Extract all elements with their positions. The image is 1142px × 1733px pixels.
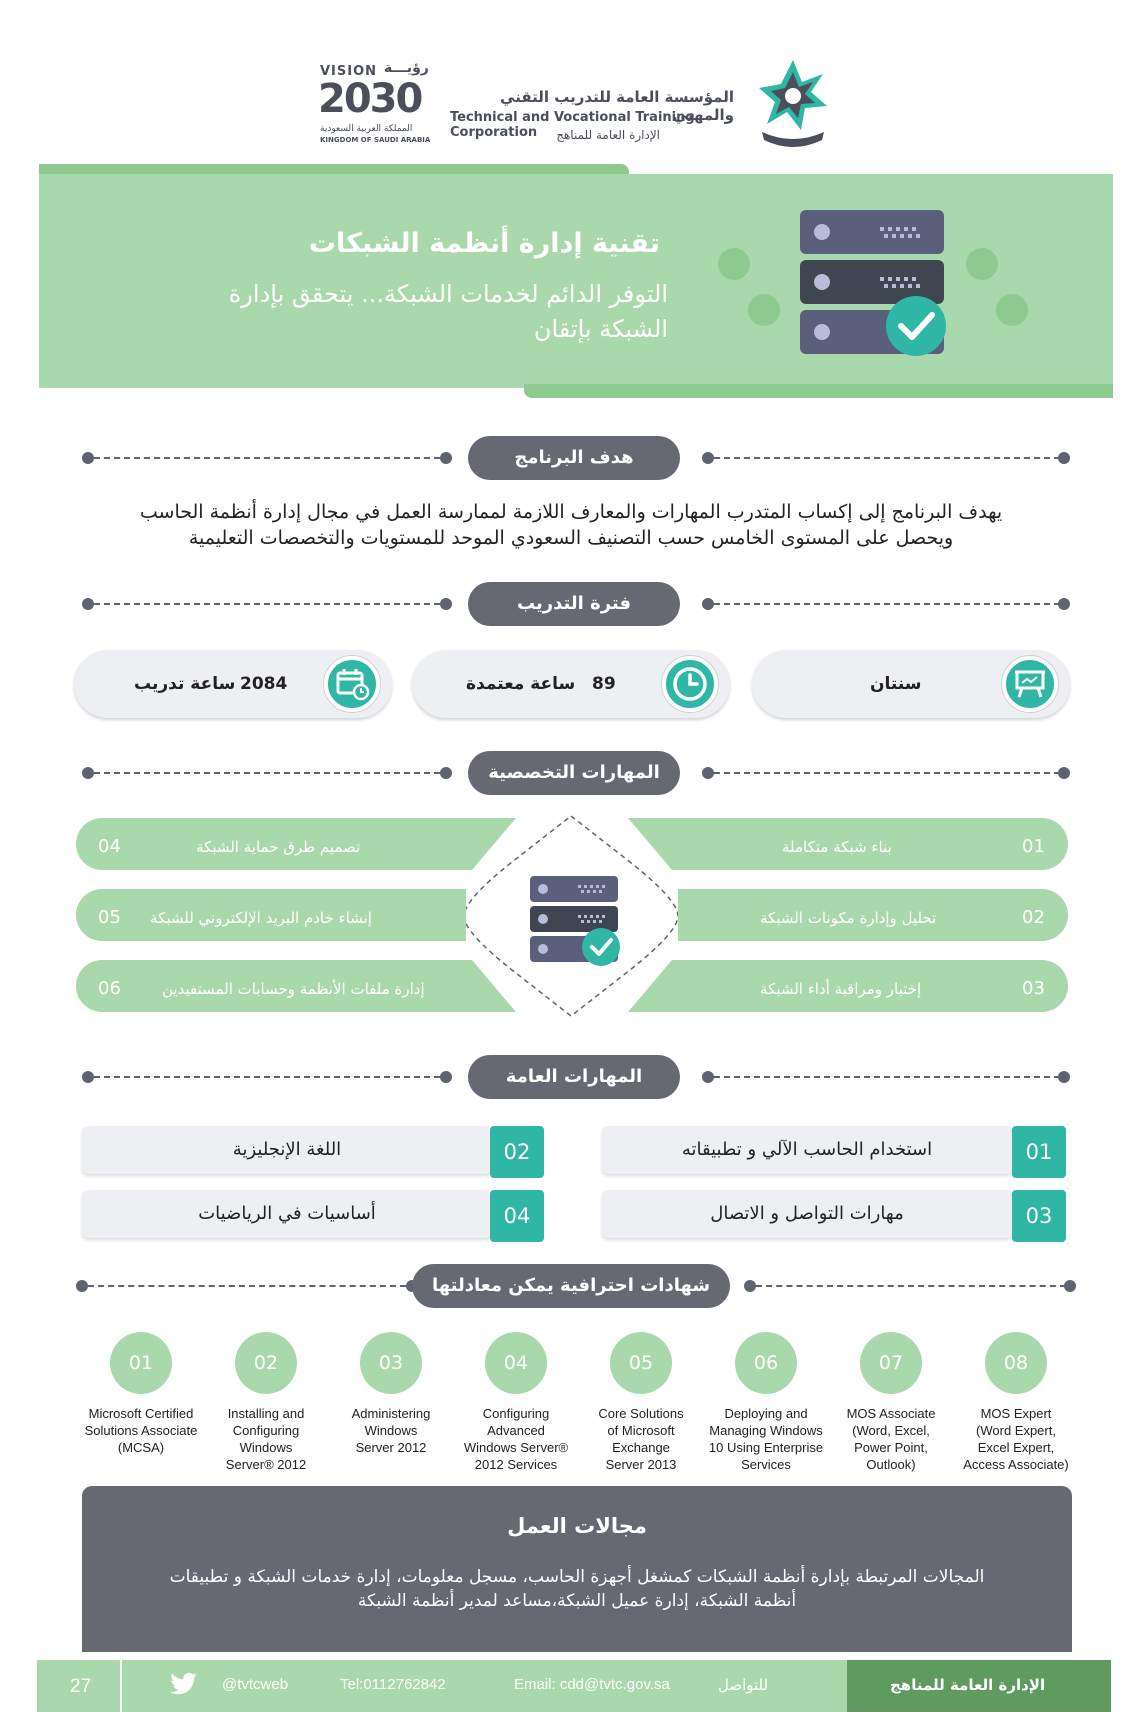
- certificate-name: [451, 1405, 581, 1473]
- divider-line: [756, 1285, 1066, 1287]
- section-label-general: المهارات العامة: [468, 1055, 680, 1099]
- work-field-text-1: المجالات المرتبطة بإدارة أنظمة الشبكات كمشغل أجهزة الحاسب، مسجل معلومات، إدارة خدمات الشبكة و تطبيقات: [169, 1567, 985, 1587]
- banner-subtitle-1: التوفر الدائم لخدمات الشبكة... يتحقق بإدارة: [228, 280, 668, 308]
- certificate-name-line: Access Associate): [963, 1457, 1069, 1472]
- general-skill-text: استخدام الحاسب الآلي و تطبيقاته: [681, 1139, 933, 1160]
- certificate-number: 03: [360, 1332, 422, 1394]
- skill-text: تحليل وإدارة مكونات الشبكة: [760, 909, 937, 927]
- general-skill: [82, 1126, 492, 1174]
- banner-bottom-tab: [524, 384, 1113, 398]
- certificate-name-line: 2012 Services: [474, 1457, 558, 1472]
- certificate-name-line: Excel Expert,: [977, 1440, 1055, 1455]
- certificate-name-line: Advanced: [487, 1423, 545, 1438]
- skill-text: تصميم طرق حماية الشبكة: [196, 838, 361, 856]
- divider-line: [714, 603, 1060, 605]
- divider-dot: [702, 1071, 714, 1083]
- divider-dot: [1058, 598, 1070, 610]
- skill-number: 06: [98, 978, 121, 999]
- certificate-number: 07: [860, 1332, 922, 1394]
- banner-dot: [718, 248, 750, 280]
- certificate-name-line: Core Solutions: [598, 1406, 684, 1421]
- divider-dot: [702, 598, 714, 610]
- skill-number: 04: [98, 836, 121, 857]
- certificate-number: 08: [985, 1332, 1047, 1394]
- server-icon: [798, 208, 948, 362]
- presentation-board-icon: [1002, 656, 1058, 712]
- certificate-number: 01: [110, 1332, 172, 1394]
- calendar-icon: [324, 656, 380, 712]
- section-label-period: فترة التدريب: [468, 582, 680, 626]
- phone-number[interactable]: Tel:0112762842: [340, 1676, 446, 1693]
- vision-label-ar: رؤيـــة: [384, 60, 429, 76]
- period-credit-number: 89: [592, 674, 616, 694]
- certificate-name-line: Solutions Associate: [84, 1423, 198, 1438]
- certificate-name-line: Deploying and: [724, 1406, 808, 1421]
- divider-dot: [744, 1280, 756, 1292]
- certificate-name-line: 10 Using Enterprise: [708, 1440, 824, 1455]
- tvtc-name-en: Technical and Vocational Training Corporation: [450, 110, 695, 140]
- divider-line: [88, 1285, 406, 1287]
- general-skill-text: اللغة الإنجليزية: [232, 1139, 342, 1160]
- divider-dot: [440, 452, 452, 464]
- period-card-hours: [74, 650, 392, 718]
- banner-dot: [996, 294, 1028, 326]
- divider-line: [94, 772, 440, 774]
- general-skill-text: أساسيات في الرياضيات: [198, 1203, 376, 1224]
- general-skill-number: 03: [1012, 1190, 1066, 1242]
- skill-text: إدارة ملفات الأنظمة وحسابات المستفيدين: [162, 980, 425, 998]
- vision-year: 2030: [318, 76, 422, 122]
- certificate-number: 02: [235, 1332, 297, 1394]
- divider-line: [94, 1076, 440, 1078]
- general-skill-number: 02: [490, 1126, 544, 1178]
- divider-dot: [82, 1071, 94, 1083]
- contact-label: للتواصل: [718, 1676, 769, 1694]
- email-address[interactable]: Email: cdd@tvtc.gov.sa: [514, 1676, 670, 1693]
- divider-dot: [1058, 1071, 1070, 1083]
- tvtc-emblem-icon: [752, 56, 834, 152]
- period-duration-text: سنتان: [870, 674, 922, 694]
- certificate-name-line: Managing Windows: [709, 1423, 823, 1438]
- footer-divider: [120, 1660, 122, 1712]
- divider-line: [714, 1076, 1060, 1078]
- section-label-certificates: شهادات احترافية يمكن معادلتها: [412, 1264, 730, 1308]
- certificate-name-line: (MCSA): [117, 1440, 165, 1455]
- certificate-name-line: Microsoft Certified: [88, 1406, 194, 1421]
- divider-line: [714, 772, 1060, 774]
- work-field-panel: [82, 1486, 1072, 1652]
- skill-number: 03: [1022, 978, 1045, 999]
- certificate-name-line: Configuring: [482, 1406, 550, 1421]
- certificate-name: [201, 1405, 331, 1473]
- period-hours-unit: ساعة تدريب: [134, 674, 236, 694]
- skill-text: إختبار ومراقبة أداء الشبكة: [760, 980, 922, 998]
- divider-line: [714, 457, 1060, 459]
- certificate-name-line: Exchange: [612, 1440, 670, 1455]
- section-label-goal: هدف البرنامج: [468, 436, 680, 480]
- divider-line: [94, 457, 440, 459]
- ksa-name-en: KINGDOM OF SAUDI ARABIA: [320, 136, 431, 144]
- certificate-name-line: Server 2013: [605, 1457, 677, 1472]
- general-skill-text: مهارات التواصل و الاتصال: [710, 1203, 904, 1224]
- skill-number: 02: [1022, 907, 1045, 928]
- ksa-name-ar: المملكة العربية السعودية: [320, 124, 413, 134]
- divider-dot: [82, 767, 94, 779]
- certificate-number: 04: [485, 1332, 547, 1394]
- work-field-title: مجالات العمل: [507, 1514, 647, 1538]
- divider-dot: [1064, 1280, 1076, 1292]
- divider-dot: [82, 598, 94, 610]
- certificate-name-line: Server 2012: [355, 1440, 427, 1455]
- skill-text: إنشاء خادم البريد الإلكتروني للشبكة: [150, 909, 372, 927]
- divider-dot: [702, 767, 714, 779]
- divider-dot: [1058, 452, 1070, 464]
- skill-text: بناء شبكة متكاملة: [782, 838, 892, 856]
- general-skill: [602, 1190, 1012, 1238]
- work-field-text-2: أنظمة الشبكة، إدارة عميل الشبكة،مساعد لمدير أنظمة الشبكة: [357, 1591, 797, 1611]
- server-icon: [528, 874, 622, 972]
- banner-dot: [748, 294, 780, 326]
- general-skill: [602, 1126, 1012, 1174]
- certificate-name-line: Windows: [239, 1440, 293, 1455]
- certificate-name-line: Administering: [351, 1406, 431, 1421]
- certificate-name-line: MOS Expert: [980, 1406, 1052, 1421]
- certificate-name-line: Server® 2012: [225, 1457, 307, 1472]
- certificate-name: [701, 1405, 831, 1473]
- divider-line: [94, 603, 440, 605]
- certificate-name-line: Services: [741, 1457, 791, 1472]
- divider-dot: [82, 452, 94, 464]
- period-hours-number: 2084: [240, 674, 288, 694]
- goal-text-1: يهدف البرنامج إلى إكساب المتدرب المهارات والمعارف اللازمة لممارسة العمل في مجال إدارة أنظمة الحاسب: [139, 501, 1003, 523]
- certificate-name-line: Power Point,: [854, 1440, 928, 1455]
- certificate-name: [76, 1405, 206, 1456]
- general-skill-number: 01: [1012, 1126, 1066, 1178]
- footer-dept: الإدارة العامة للمناهج: [890, 1676, 1046, 1694]
- goal-text-2: ويحصل على المستوى الخامس حسب التصنيف السعودي الموحد للمستويات والتخصصات التعليمية: [188, 527, 954, 549]
- twitter-handle[interactable]: @tvtcweb: [222, 1676, 289, 1693]
- general-skill: [82, 1190, 492, 1238]
- banner-subtitle-2: الشبكة بإتقان: [533, 315, 668, 343]
- vision-label: VISION: [320, 64, 378, 79]
- banner-title: تقنية إدارة أنظمة الشبكات: [308, 228, 660, 259]
- general-skill-number: 04: [490, 1190, 544, 1242]
- period-credit-unit: ساعة معتمدة: [466, 674, 576, 694]
- certificate-name: [951, 1405, 1081, 1473]
- divider-dot: [76, 1280, 88, 1292]
- certificate-name-line: (Word, Excel,: [852, 1423, 930, 1438]
- period-card-duration: [752, 650, 1070, 718]
- divider-dot: [440, 598, 452, 610]
- certificate-name: [326, 1405, 456, 1456]
- certificate-name-line: Installing and: [227, 1406, 305, 1421]
- clock-icon: [662, 656, 718, 712]
- tvtc-dept: الإدارة العامة للمناهج: [556, 128, 660, 142]
- skill-number: 01: [1022, 836, 1045, 857]
- certificate-name-line: Windows: [364, 1423, 418, 1438]
- divider-dot: [440, 1071, 452, 1083]
- tvtc-name-ar: المؤسسة العامة للتدريب التقني والمهني: [500, 88, 734, 124]
- certificate-number: 05: [610, 1332, 672, 1394]
- banner-dot: [966, 248, 998, 280]
- certificate-name: [576, 1405, 706, 1473]
- period-card-credit: [412, 650, 730, 718]
- skill-number: 05: [98, 907, 121, 928]
- divider-dot: [702, 452, 714, 464]
- section-label-specialized: المهارات التخصصية: [468, 751, 680, 795]
- certificate-name-line: Windows Server®: [463, 1440, 569, 1455]
- page-number: 27: [70, 1676, 92, 1697]
- certificate-name-line: Outlook): [866, 1457, 916, 1472]
- twitter-icon[interactable]: [170, 1672, 198, 1696]
- certificate-name-line: MOS Associate: [846, 1406, 936, 1421]
- certificate-name: [826, 1405, 956, 1473]
- certificate-name-line: of Microsoft: [607, 1423, 675, 1438]
- certificate-name-line: (Word Expert,: [976, 1423, 1056, 1438]
- certificate-name-line: Configuring: [232, 1423, 300, 1438]
- divider-dot: [1058, 767, 1070, 779]
- certificate-number: 06: [735, 1332, 797, 1394]
- divider-dot: [440, 767, 452, 779]
